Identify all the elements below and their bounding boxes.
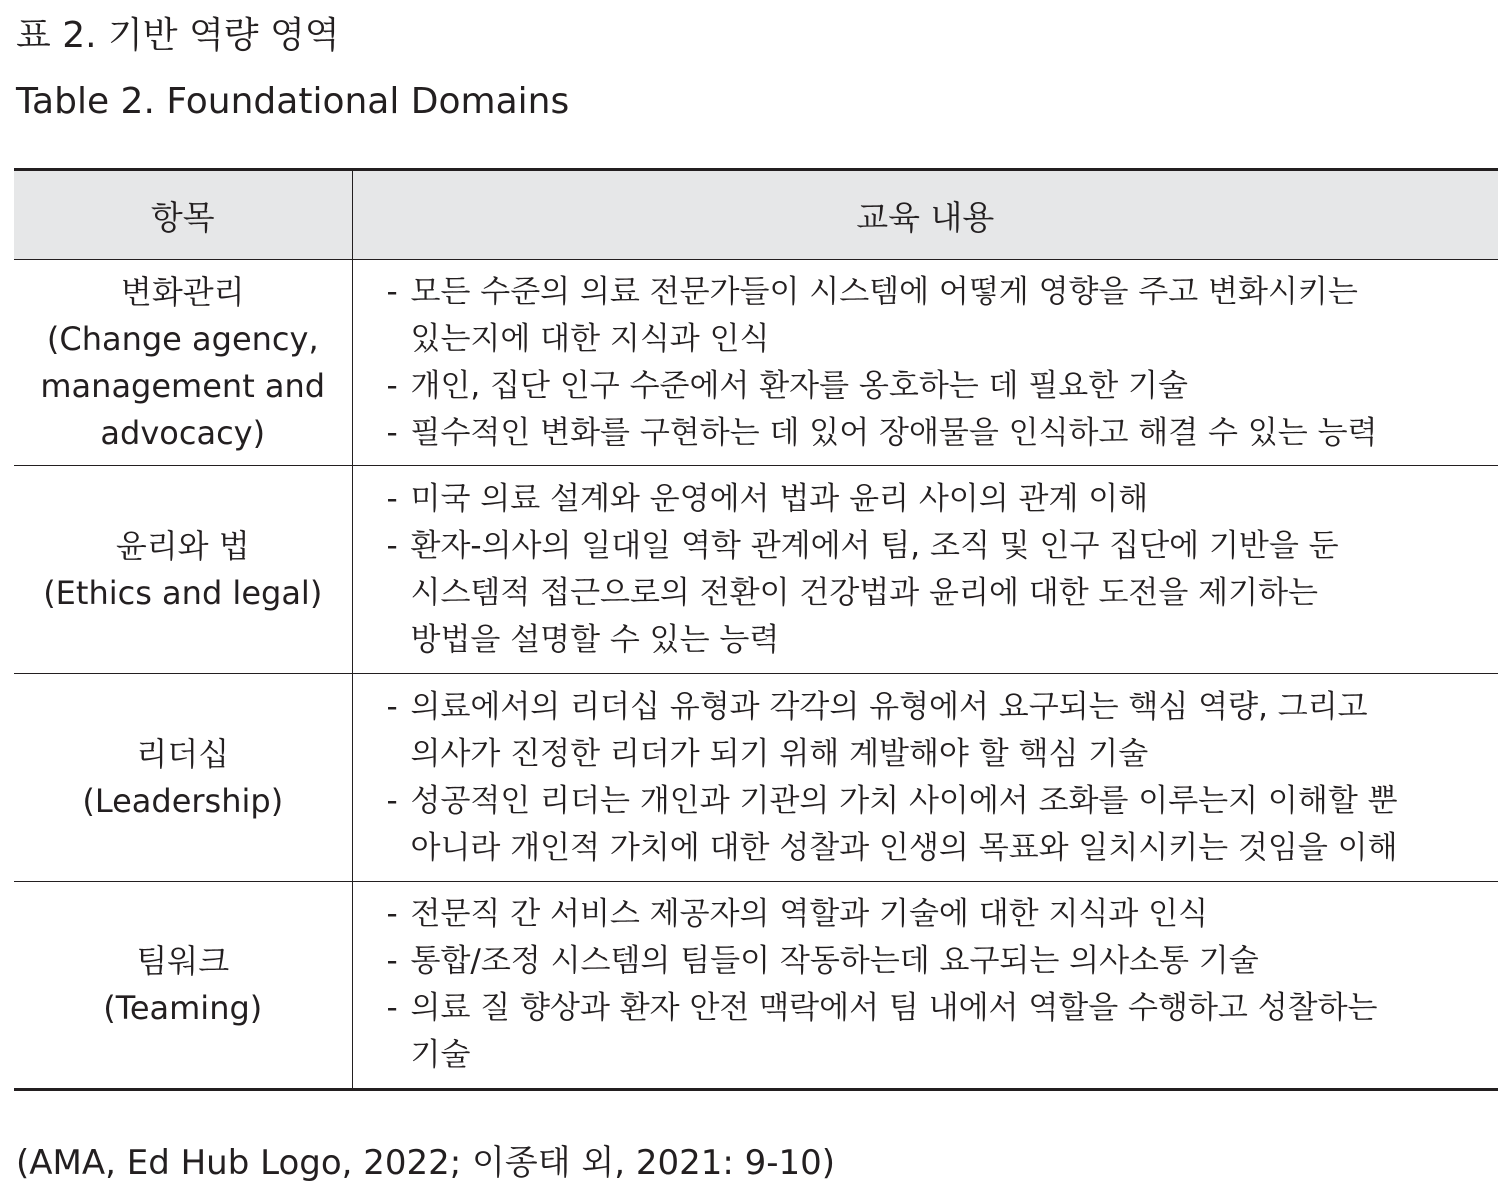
category-line: 팀워크 bbox=[136, 942, 230, 980]
content-item bbox=[387, 891, 1489, 938]
item-line: 시스템적 접근으로의 전환이 건강법과 윤리에 대한 도전을 제기하는 bbox=[410, 574, 1318, 611]
category-line: (Change agency, bbox=[46, 319, 319, 358]
item-line: 필수적인 변화를 구현하는 데 있어 장애물을 인식하고 해결 수 있는 능력 bbox=[410, 414, 1378, 451]
item-line: 성공적인 리더는 개인과 기관의 가치 사이에서 조화를 이루는지 이해할 뿐 bbox=[410, 782, 1398, 819]
content-item bbox=[387, 269, 1489, 363]
row-content bbox=[352, 674, 1498, 882]
bullet-dash: - bbox=[386, 273, 398, 310]
bullet-dash: - bbox=[386, 527, 398, 564]
category-line: advocacy) bbox=[100, 413, 266, 452]
item-line: 개인, 집단 인구 수준에서 환자를 옹호하는 데 필요한 기술 bbox=[410, 367, 1188, 404]
bullet-dash: - bbox=[386, 367, 398, 404]
category-line: (Leadership) bbox=[82, 781, 284, 820]
content-item bbox=[387, 684, 1489, 778]
category-line: 윤리와 법 bbox=[115, 526, 250, 565]
bullet-dash: - bbox=[386, 782, 398, 819]
item-line: 의료 질 향상과 환자 안전 맥락에서 팀 내에서 역할을 수행하고 성찰하는 bbox=[410, 990, 1378, 1026]
item-line: 전문직 간 서비스 제공자의 역할과 기술에 대한 지식과 인식 bbox=[410, 896, 1209, 932]
row-category bbox=[14, 882, 352, 1090]
item-line: 환자-의사의 일대일 역학 관계에서 팀, 조직 및 인구 집단에 기반을 둔 bbox=[410, 527, 1339, 564]
bullet-dash: - bbox=[386, 688, 398, 725]
content-item bbox=[387, 523, 1489, 664]
item-line: 기술 bbox=[410, 1037, 471, 1073]
content-item bbox=[387, 476, 1489, 523]
content-item bbox=[387, 938, 1489, 985]
item-line: 의사가 진정한 리더가 되기 위해 계발해야 할 핵심 기술 bbox=[410, 735, 1149, 772]
table-row bbox=[14, 466, 1498, 674]
item-line: 방법을 설명할 수 있는 능력 bbox=[410, 621, 780, 658]
item-line: 미국 의료 설계와 운영에서 법과 윤리 사이의 관계 이해 bbox=[410, 480, 1149, 517]
bullet-dash: - bbox=[386, 943, 398, 979]
table-header-row bbox=[14, 170, 1498, 260]
table-row bbox=[14, 260, 1498, 466]
item-line: 의료에서의 리더십 유형과 각각의 유형에서 요구되는 핵심 역량, 그리고 bbox=[410, 688, 1368, 725]
content-item bbox=[387, 778, 1489, 872]
row-content bbox=[352, 260, 1498, 466]
content-item bbox=[387, 985, 1489, 1079]
bullet-dash: - bbox=[386, 480, 398, 517]
content-item bbox=[387, 410, 1489, 457]
row-content bbox=[352, 882, 1498, 1090]
bullet-dash: - bbox=[386, 990, 398, 1026]
category-line: 변화관리 bbox=[120, 272, 245, 311]
item-line: 통합/조정 시스템의 팀들이 작동하는데 요구되는 의사소통 기술 bbox=[410, 943, 1259, 979]
row-category bbox=[14, 466, 352, 674]
table-row bbox=[14, 882, 1498, 1090]
row-category bbox=[14, 260, 352, 466]
item-line: 모든 수준의 의료 전문가들이 시스템에 어떻게 영향을 주고 변화시키는 bbox=[410, 273, 1358, 310]
category-line: (Ethics and legal) bbox=[43, 573, 323, 612]
header-category: 항목 bbox=[14, 170, 352, 260]
source-citation: (AMA, Ed Hub Logo, 2022; 이종태 외, 2021: 9-10) bbox=[16, 1143, 836, 1183]
category-line: 리더십 bbox=[136, 734, 230, 773]
header-content: 교육 내용 bbox=[352, 170, 1498, 260]
table-title-korean: 표 2. 기반 역량 영역 bbox=[16, 15, 340, 56]
item-line: 있는지에 대한 지식과 인식 bbox=[410, 320, 770, 357]
category-line: management and bbox=[40, 366, 326, 405]
row-content bbox=[352, 466, 1498, 674]
table-row bbox=[14, 674, 1498, 882]
content-item bbox=[387, 363, 1489, 410]
foundational-domains-table bbox=[14, 168, 1498, 1091]
bullet-dash: - bbox=[386, 896, 398, 932]
bullet-dash: - bbox=[386, 414, 398, 451]
category-line: (Teaming) bbox=[103, 989, 263, 1027]
item-line: 아니라 개인적 가치에 대한 성찰과 인생의 목표와 일치시키는 것임을 이해 bbox=[410, 829, 1398, 866]
table-title-english: Table 2. Foundational Domains bbox=[16, 81, 570, 122]
row-category bbox=[14, 674, 352, 882]
